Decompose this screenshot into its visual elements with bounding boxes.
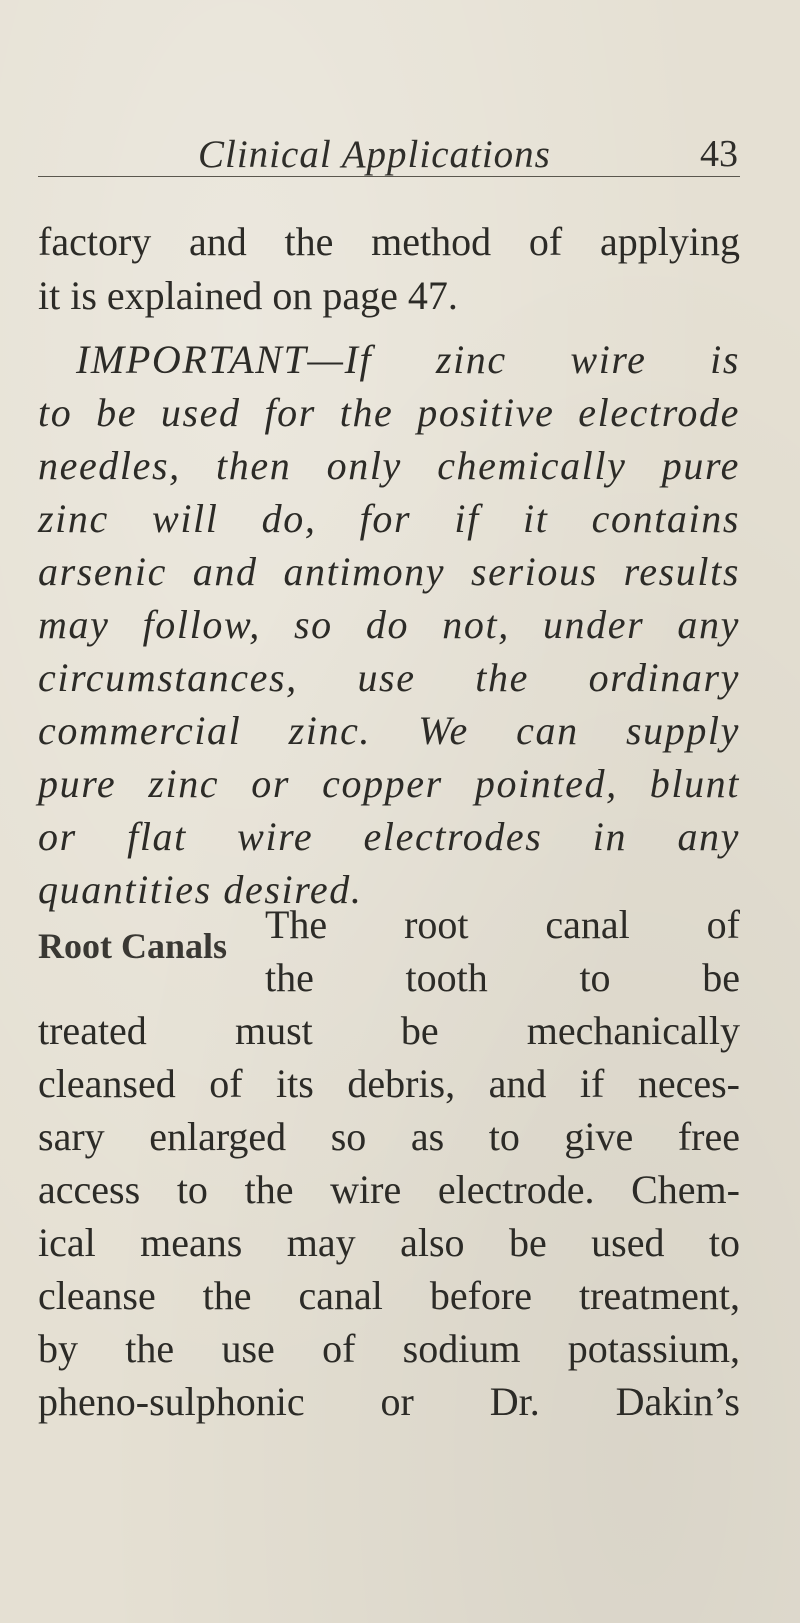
important-line: quantities desired.: [38, 867, 363, 912]
body-line: cleanse the canal before treatment,: [38, 1273, 740, 1318]
body-line: cleansed of its debris, and if neces-: [38, 1061, 740, 1106]
running-title: Clinical Applications: [198, 133, 551, 176]
section-sidehead: Root Canals: [38, 926, 228, 966]
important-line: circumstances, use the ordinary: [38, 655, 740, 700]
important-line: IMPORTANT—If zinc wire is: [76, 337, 740, 382]
body-line: sary enlarged so as to give free: [38, 1114, 740, 1159]
body-line: access to the wire electrode. Chem-: [38, 1167, 740, 1212]
page-number: 43: [700, 133, 738, 175]
important-line: arsenic and antimony serious results: [38, 549, 740, 594]
body-line: ical means may also be used to: [38, 1220, 740, 1265]
body-line: it is explained on page 47.: [38, 273, 458, 318]
important-line: pure zinc or copper pointed, blunt: [38, 761, 740, 806]
body-line: treated must be mechanically: [38, 1008, 740, 1053]
body-line: the tooth to be: [265, 955, 740, 1000]
body-line: pheno-sulphonic or Dr. Dakin’s: [38, 1379, 740, 1424]
important-line: may follow, so do not, under any: [38, 602, 740, 647]
page-header: [38, 128, 740, 177]
important-line: commercial zinc. We can supply: [38, 708, 740, 753]
important-line: needles, then only chemically pure: [38, 443, 740, 488]
body-line: factory and the method of applying: [38, 219, 740, 264]
body-line: by the use of sodium potassium,: [38, 1326, 740, 1371]
important-line: to be used for the positive electrode: [38, 390, 740, 435]
important-line: zinc will do, for if it contains: [38, 496, 740, 541]
important-line: or flat wire electrodes in any: [38, 814, 740, 859]
body-line: The root canal of: [265, 902, 740, 947]
